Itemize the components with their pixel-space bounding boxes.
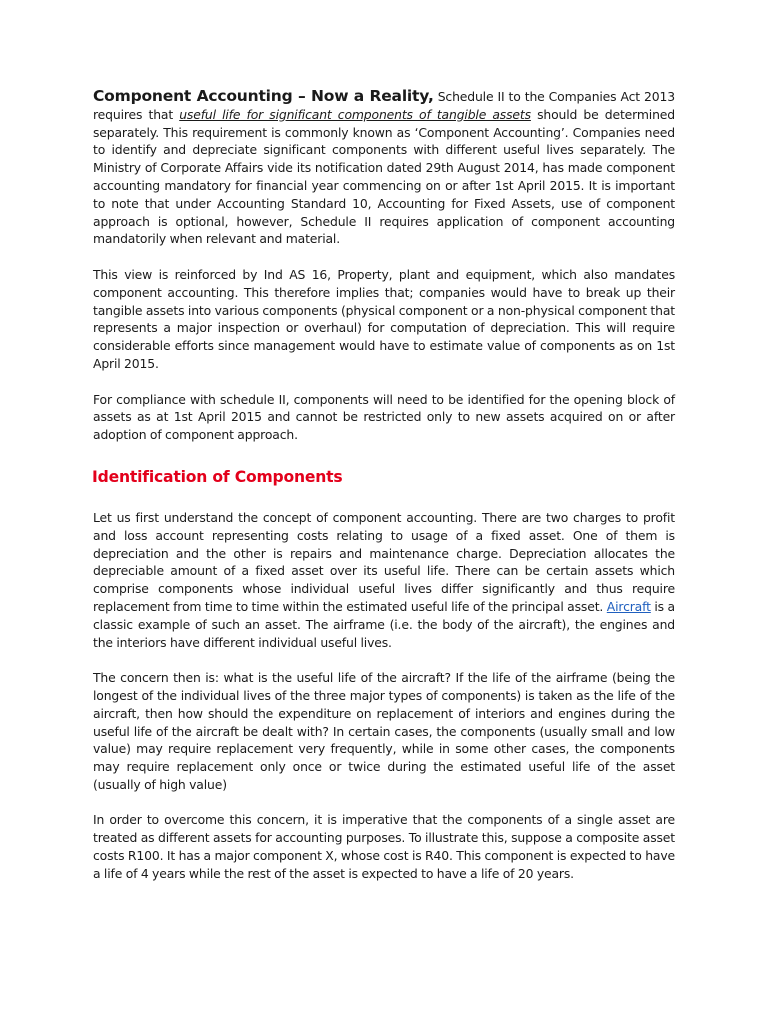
concept-text-b: is a classic example of such an asset. The airframe (i.e. the body of the aircraft), the engines and the interiors have different individual useful lives. [93,598,675,650]
paragraph-ind-as: This view is reinforced by Ind AS 16, Property, plant and equipment, which also mandates component accounting. This therefore implies that; companies would have to break up their tangible assets into various components (physical component or a non-physical component that represents a major inspection or overhaul) for computation of depreciation. This will require considerable efforts since management would have to estimate value of components as on 1st April 2015. [93,266,675,371]
paragraph-concern: The concern then is: what is the useful life of the aircraft? If the life of the airframe (being the longest of the individual lives of the three major types of components) is taken as the life of the aircraft, then how should the expenditure on replacement of interiors and engines during the useful life of the aircraft be dealt with? In certain cases, the components (usually small and low value) may require replacement very frequently, while in some other cases, the components may require replacement only once or twice during the estimated useful life of the asset (usually of high value) [93,670,675,792]
intro-text-a: Schedule II to the Companies Act 2013 requires that [93,89,675,122]
aircraft-link[interactable]: Aircraft [606,598,651,614]
emphasis-phrase: useful life for significant components of tangible assets [179,106,531,122]
concept-text-a: Let us first understand the concept of component accounting. There are two charges to profit and loss account representing costs relating to usage of a fixed asset. One of them is depreciation and the other is repairs and maintenance charge. Depreciation allocates the depreciable amount of a fixed asset over its useful life. There can be certain assets which comprise components whose individual useful lives differ significantly and thus require replacement from time to time within the estimated useful life of the principal asset. [93,509,675,614]
intro-text-b: should be determined separately. This requirement is commonly known as ‘Component Accounting’. Companies need to identify and depreciate significant components with different useful lives separately. The Ministry of Corporate Affairs vide its notification dated 29th August 2014, has made component accounting mandatory for financial year commencing on or after 1st April 2015. It is important to note that under Accounting Standard 10, Accounting for Fixed Assets, use of component approach is optional, however, Schedule II requires application of component accounting mandatorily when relevant and material. [93,106,675,247]
paragraph-intro [93,88,675,248]
paragraph-compliance: For compliance with schedule II, components will need to be identified for the opening block of assets as at 1st April 2015 and cannot be restricted only to new assets acquired on or after adoption of component approach. [93,391,675,443]
paragraph-concept [93,509,675,651]
paragraph-illustration: In order to overcome this concern, it is imperative that the components of a single asset are treated as different assets for accounting purposes. To illustrate this, suppose a composite asset costs R100. It has a major component X, whose cost is R40. This component is expected to have a life of 4 years while the rest of the asset is expected to have a life of 20 years. [93,812,675,881]
document-title: Component Accounting – Now a Reality, [93,87,434,105]
section-heading: Identification of Components [92,467,343,486]
